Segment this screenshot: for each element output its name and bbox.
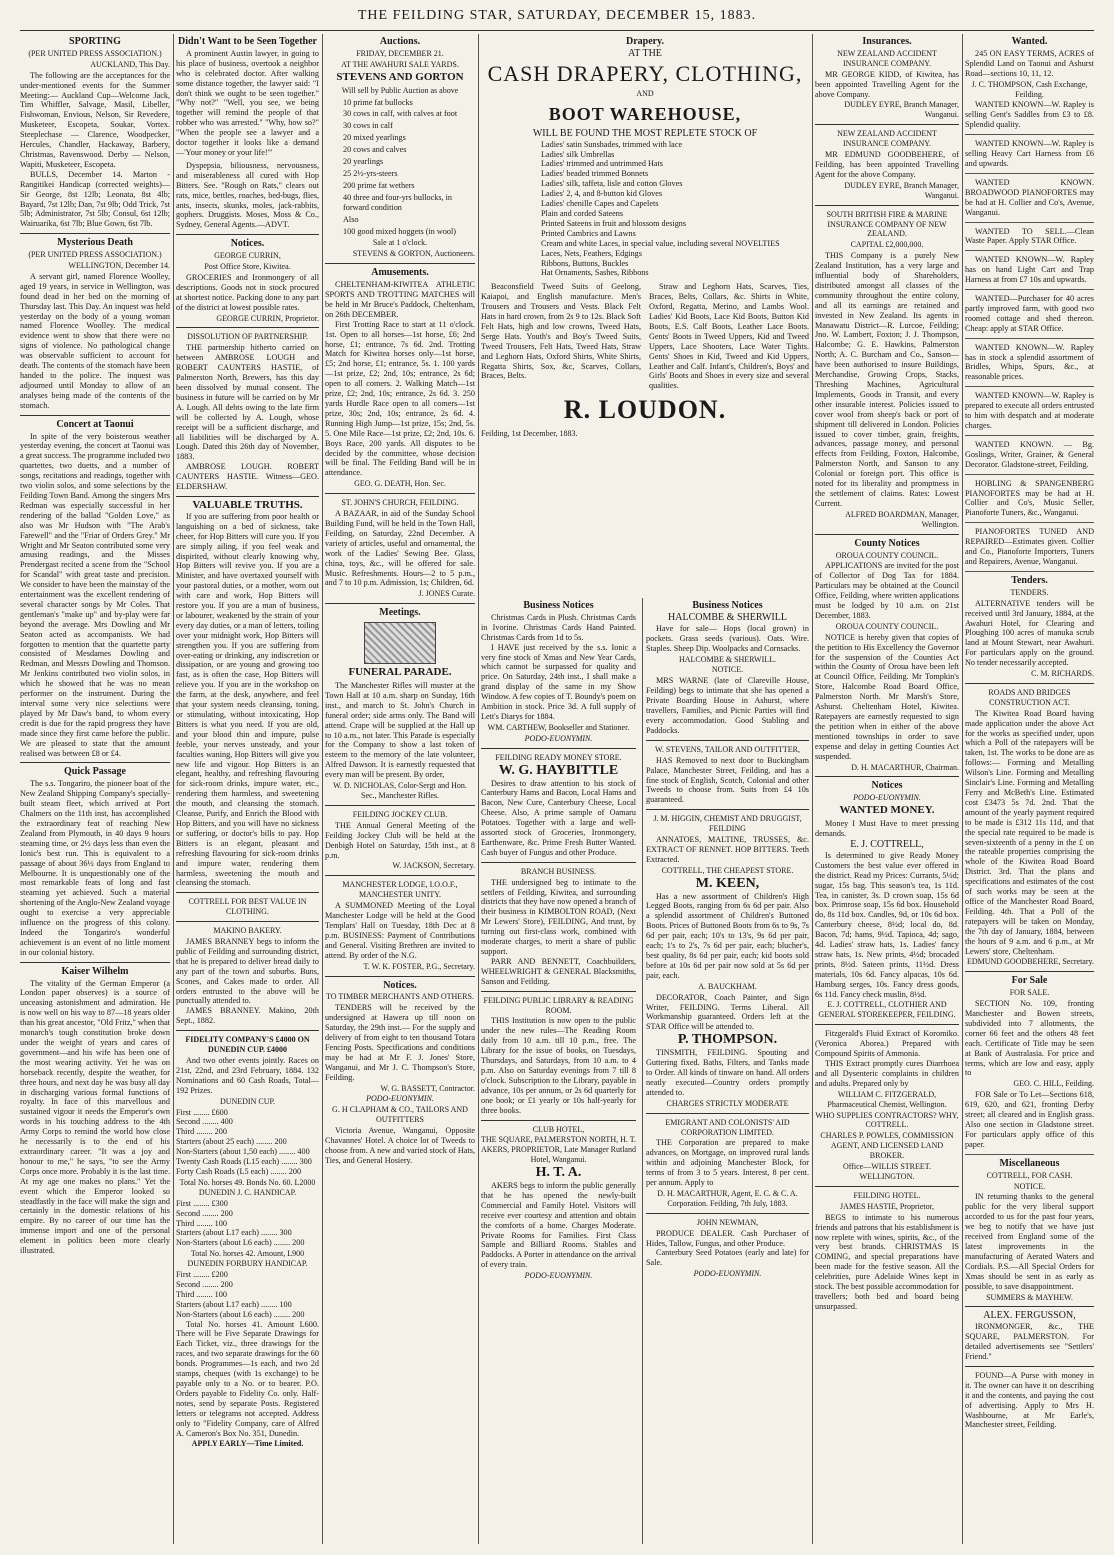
column-news [20,34,170,1544]
advertisement-text: And two other events jointly. Races on 21st, 22nd, and 23rd February, 1884. 132 Nominations and 60 Cash Roads, Total—192 Prizes. [176,1056,319,1095]
merchant-name: J. M. HIGGIN, CHEMIST AND DRUGGIST, FEILDING [653,814,802,834]
classified-ad: WANTED KNOWN—W. Rapley is prepared to execute all orders entrusted to him with despatch and at moderate charges. [965,391,1094,436]
article-body: The vitality of the German Emperor (a London paper observes) is a source of unceasing astonishment and admiration. He is now well on his way to 87—18 years older than his great ancestor, "Old Fritz," when that monarch's tough constitution broke down under the weight of years and cares of government—and his wife has been one of the most wearing activity. Yet he was on horseback recently, despite the weather, for three hours, and next day he was busy all day in discharging various formal functions of royalty. In face of this marvellous and sustained vigour it needs the Emperor's own words in his touching address to the 4th Army Corps to remind the world how close he necessarily is to the end of his extraordinary career. "It was a joy and honour to me," he says, "to see the Army Corps once more. Probably it is the last time. At my age one makes no plans." Yet the event which the Emperor looked so steadfastly in the face will make the sign and certainly in the domestic relations of his empire. By no career of our time has the immense import and one of the personal element in politics been more clearly illustrated. [20,978,170,1256]
signature: GEORGE CURRIN, Proprietor. [216,313,319,323]
notice-body: First Trotting Race to start at 11 o'clock. 1st. Open to all horses—1st horse, £6; 2nd horse, £1; entrance, 7s 6d. 2nd. Trotting Match for Kiwitea horses only—1st horse, £5; 2nd horse, £1; entrance, 5s. 1. 100 yards—1st prize, £2; 2nd, 10s; entrance, 2s 6d; open to all comers. 2. Walking Match—1st prize, £2; 2nd, 10s; entrance, 2s 6d. 3. 250 yards Hurdle Race open to all comers—1st prize, 30s; 2nd, 10s; entrance, 2s 6d. 4. Running High Jump—1st prize, 15s; 2nd, 5s. 5. One Mile Race—1st prize, £2; 2nd, 10s. 6. Boys Race, 200 yards. All disputes to be decided by the committee, whose decision will be final. The Feilding Band will be in attendance. [325,319,475,478]
classified-ad: WANTED KNOWN—W. Rapley is selling Heavy Cart Harness from £6 and upwards. [965,139,1094,174]
auction-item: 100 good mixed hoggets (in wool) [343,226,457,236]
advertisement-heading: PODO-EUONYMIN. [366,1094,434,1104]
classified-ad: WANTED—Purchaser for 40 acres partly improved farm, with good two roomed cottage and shed thereon. Cheap: apply at STAR Office. [965,294,1094,339]
goods-item: Printed Sateens in fruit and blossom designs [541,218,687,228]
advertisement-heading: COTTRELL, FOR CASH. [986,1170,1073,1180]
advertisement-text: Christmas Cards in Plush. Christmas Cards in Ivorine. Christmas Cards Hand Painted. Christmas Cards from 1d to 5s. [481,612,636,642]
notice-heading: TO TIMBER MERCHANTS AND OTHERS. [326,992,474,1002]
dateline: WELLINGTON, December 14. [68,261,170,271]
advertisement-text: THIS Extract promptly cures Diarrhoea and all Dysenteric complaints in children and adults. Prepared only by [815,1059,959,1088]
section-heading: Notices. [383,979,417,991]
advertisement-heading: PODO-EUONYMIN. [524,1271,593,1281]
prize-row: Starters (about L17 each) ........ 300 [176,1228,292,1238]
prize-row: Starters (about 25 each) ........ 200 [176,1137,287,1147]
merchant-name: ALEX. FERGUSSON, [983,1310,1076,1322]
section-heading: Didn't Want to be Seen Together [178,36,317,47]
signature: EDMUND GOODBEHERE, Secretary. [966,957,1094,967]
table-foot: Total No. horses 49. Bonds No. 60. L2000 DUNEDIN J. C. HANDICAP. [179,1177,316,1197]
advertiser-name: GEORGE CURRIN, [214,251,281,261]
classified-ad: FOUND—A Purse with money in it. The owner can have it on describing it and the contents, and paying the cost of advertising. Apply to Mrs H. Washbourne, at Mr Earle's, Manchester street, Feilding. [965,1370,1094,1430]
notice-body: A SUMMONED Meeting of the Loyal Manchester Lodge will be held at the Good Templars' Hall on Tuesday, 18th Dec at 8 p.m. BUSINESS: Payment of Contributions and General. Visiting Brethren are invited to attend. By order of the N.G. [325,901,475,960]
signature: WILLIAM C. FITZGERALD, Pharmaceutical Chemist, Wellington. [827,1089,947,1109]
article-body: A prominent Austin lawyer, in going to his place of business, overtook a neighbor who is celebrated doctor. After walking some distance together, the lawyer said: "I don't think we ought to be seen together." "Why not?" "Well, you see, we being together will remind the people of that robber who was arrested." "Why, how so?" "When the people see a lawyer and a doctor together it looks like a demand—'Your money or your life!'" [176,48,319,157]
goods-list [541,140,809,279]
goods-item: Printed Cambrics and Lawns [541,228,636,238]
auction-item: 10 prime fat bullocks [343,97,413,107]
crest-image [364,622,436,664]
signature: STEVENS & GORTON, Auctioneers. [352,249,475,259]
column-business-2 [646,598,809,1544]
merchant-name: R. LOUDON. [563,395,727,425]
auction-item: Also [343,214,359,224]
notice-heading: OROUA COUNTY COUNCIL. [835,550,939,560]
advertisement-heading: PODO-EUONYMIN. [693,1269,762,1279]
advertiser-address: Post Office Store, Kiwitea. [204,262,291,272]
signature: JAMES BRANNEY. Makino, 20th Sept., 1882. [176,1006,319,1026]
classified-ad: WANTED KNOWN—W. Rapley has on hand Light Cart and Trap Harness at from £7 10s and upwards. [965,255,1094,290]
advertisement-text: Have for sale— Hops (local grown) in pockets. Grass seeds (various). Oats. Wire. Staples. Sheep Dip. Woolpacks and Cornsacks. [646,623,809,653]
signature: GEO. C. HILL, Feilding. [1013,1079,1094,1089]
classified-ad: FOR Sale or To Let—Sections 618, 619, 620, and 621, fronting Derby street; all cleared and in English grass. Also one section in Gladstone street. For particulars apply office of this paper. [965,1090,1094,1154]
signature: D. H. MACARTHUR, Chairman. [851,762,959,772]
signature: GEO. G. DEATH, Hon. Sec. [354,479,446,489]
notice-heading: FEILDING JOCKEY CLUB. [352,809,448,819]
signature: ALFRED BOARDMAN, Manager, Wellington. [845,509,959,529]
press-credit: (PER UNITED PRESS ASSOCIATION.) [28,48,162,58]
signature: WM. CARTHEW, Bookseller and Stationer. [487,722,630,732]
notice-heading: FOR SALE. [1009,988,1050,998]
article-body: The following are the acceptances for the under-mentioned events for the Summer Meeting:— Auckland Cup—Welcome Jack, Tim Whiffler, Salvage, Masil, Libeller, Fishwoman, Envious, Nelson, Sir Revedere, Musketeer, Escopeta, Soukar, Vortex. Steeplechase — Clarence, Woodpecker, Hercules, Chandler, Hackaway, Barbery, Christmas, Ravenswood. Derby — Nelson, Wapiti, Musketeer, Escopeta. [20,70,170,169]
dateline: AUCKLAND, This Day. [90,59,170,69]
notice-heading: EMIGRANT AND COLONISTS' AID CORPORATION LIMITED. [665,1117,790,1137]
notice-body: IN returning thanks to the general public for the very liberal support accorded to us for the past four years, we beg to notify that we have just received from England some of the latest improvements in the manufacturing of Aerated Waters and Cordials. P.S.—All Special Orders for Xmas should be sent in as early as possible, to save disappointment. [965,1192,1094,1291]
advertisement-text: Has a new assortment of Children's High Legged Boots, ranging from 6s 6d per pair. Also a splendid assortment of Children's Buttoned Boots. Prices of Buttoned Boots from 6s to 9s, 7s 6d per pair, each; 10's to 13's, 9s 6d per pair, each; 1's to 2's, 7s 6d per pair, each; blucher's, best quality, 8s 6d per pair, each; kid boots sold before at 10s 6d per pair now sold at 5s 6d per pair, each. [646,891,809,980]
merchant-name: W. G. HAYBITTLE [498,762,619,778]
advertisement-text: I HAVE just received by the s.s. Ionic a very fine stock of Xmas and New Year Cards, which cannot be surpassed for quality and price. On Saturday, 24th inst., I shall make a grand display of the same in my Show Window. A few copies of T. Boundy's poem on Ambition in stock. Price 3d. A full supply of Lett's Diarys for 1884. [481,642,636,721]
signature: T. W. K. FOSTER, P.G., Secretary. [363,961,475,971]
merchant-name: W. STEVENS, TAILOR AND OUTFITTER, [655,744,800,754]
section-heading: Quick Passage [64,766,126,778]
auction-item: 20 cows and calves [343,145,407,155]
advertisement-heading: PODO-EUONYMIN. [524,733,593,743]
advertisement-text: DECORATOR, Coach Painter, and Sign Writer, FEILDING. Terms Liberal. All Workmanship guaranteed. Orders left at the STAR Office will be attended to. [646,992,809,1032]
notice-heading: CHELTENHAM-KIWITEA ATHLETIC SPORTS AND TROTTING MATCHES will be held in Mr Bruce's Paddock, Cheltenham, on 26th DECEMBER. [325,280,475,319]
notice-body: MR GEORGE KIDD, of Kiwitea, has been appointed Travelling Agent for the above Company. [815,69,959,99]
advertisement-heading: COTTRELL, THE CHEAPEST STORE. [661,865,794,875]
goods-item: Ladies' beaded trimmed Bonnets [541,169,649,179]
prize-row: Second ........ 200 [176,1279,233,1289]
merchant-initials: H. T. A. [535,1165,582,1181]
signature: DUDLEY EYRE, Branch Manager, Wanganui. [844,100,959,120]
merchant-name: CHARLES P. POWLES, COMMISSION AGENT, AND LICENSED LAND BROKER. [820,1131,954,1161]
classified-ad: 245 ON EASY TERMS, ACRES of Splendid Land on Taonui and Ashurst Road—sections 10, 11, 12. [965,48,1094,78]
section-heading: SPORTING [69,36,121,47]
notice-body: THIS Institution is now open to the public under the new rules—The Reading Room daily from 10 a.m. till 10 p.m., free. The Library for the issue of books, on Tuesdays, Thursdays, and Saturdays, from 10 a.m. to 4 p.m. Also on Saturday evenings from 7 till 8 o'clock. Subscription to the Library, payable in advance, 10s per annum, or 2s 6d quarterly for one book; or £1 yearly or 10s half-yearly for three books. [481,1016,636,1115]
article-body: BULLS, December 14. Marton - Rangitikei Handicap (corrected weights)—Sir George, 8st 12lb; Leonata, 8st 4lb; Bayard, 7st 12lb; Dan, 7st 9lb; Odd Trick, 7st 5lb; Administrator, 7st 5lb; Consul, 6st 12lb; Wairuarika, 6st 7lb; Blue Gown, 6st 7lb. [20,169,170,229]
section-heading: Drapery. [625,36,665,47]
advertisement-text: Total No. horses 41. Amount L600. There will be Five Separate Drawings for Each Ticket, viz., three drawings for the races, and two separate drawings for the 60 bonds. Programmes—1s each, and two 2d stamps, cheques (with 1s exchange) to be payable only to a No. or to bearer. P.O. Orders payable to Fidelity Co. only. Half-notes, send by separate Posts. Registered letters or telegrams not accepted. Address only to "Fidelity Company, care of Alfred A. Cameron's Box No. 351, Dunedin. [176,1319,319,1438]
prize-row: Third ........ 200 [176,1127,227,1137]
auction-intro: Will sell by Public Auction as above [341,85,459,95]
advertisement-text: JAMES BRANNEY begs to inform the public of Feilding and surrounding district, that he is prepared to deliver bread daily to any part of the town and suburbs. Buns, Scones, and Cakes made to order. All orders entrusted to the above will be punctually attended to. [176,937,319,1006]
section-heading: County Notices [854,537,920,549]
advertisement-heading: BRANCH BUSINESS. [520,866,597,876]
classified-ad: SECTION No. 109, fronting Manchester and Bowen streets, subdivided into 7 allotments, the corner 66 feet and the others 48 feet each. Certificate of Title may be seen at Bank of Australasia. For price and terms, which are low and easy, apply to [965,999,1094,1078]
auction-item: 200 prime fat wethers [343,180,415,190]
column-rule [173,34,174,1544]
auction-date: FRIDAY, DECEMBER 21. [356,48,444,58]
signature: J. C. THOMPSON, Cash Exchange, Feilding. [971,79,1088,99]
section-heading: Miscellaneous [999,1157,1060,1169]
auction-item: 30 cows in calf, with calves at foot [343,109,458,119]
prize-row: Second ........ 400 [176,1117,233,1127]
merchant-name: JAMES HASTIE, Proprietor, [840,1201,934,1211]
notice-body: APPLICATIONS are invited for the post of Collector of Dog Tax for 1884. Particulars may be obtained at the Council Office, Feilding, where written applications must be lodged by 10 a.m. on 21st December, 1883. [815,561,959,620]
notice-body: MRS WARNE (late of Clareville House, Feilding) begs to intimate that she has opened a Private Boarding House in Ashurst, where travellers, Families, and Picnic Parties will find every accommodation. Good Stabling and Paddocks. [646,676,809,735]
section-heading: Kaiser Wilhelm [61,965,129,977]
advertisement-heading: G. H CLAPHAM & CO., TAILORS AND OUTFITTERS [332,1105,468,1125]
advertisement-text: Money I Must Have to meet pressing demands. [815,819,959,839]
advertisement-text: PRODUCE DEALER. Cash Purchaser of Hides, Tallow, Fungus, and other Produce. [646,1228,809,1248]
ad-line: AND [636,88,654,98]
drapery-title: BOOT WAREHOUSE, [548,103,742,124]
auction-item: 25 2½-yrs-steers [343,168,398,178]
notice-body: ALTERNATIVE tenders will be received until 3rd January, 1884, at the Awahuri Hotel, for Clearing and Ploughing 100 acres of manuka scrub land at Mount Stewart, near Awahuri. For particulars apply on the ground. No tender necessarily accepted. [965,598,1094,668]
goods-item: Ladies' silk, taffeta, lisle and cotton Gloves [541,179,683,189]
section-heading: Business Notices [523,600,594,611]
section-heading: Wanted. [1011,36,1048,47]
advertisement-text: If you are suffering from poor health or languishing on a bed of sickness, take cheer, for Hop Bitters will cure you. If you are simply ailing, if you feel weak and dispirited, without clearly knowing why, Hop Bitters will revive you. If you are a Minister, and have overtaxed yourself with your pastoral duties, or a mother, worn out with care and work, Hop Bitters will restore you. If you are a man of business, or labourer, weakened by the strain of your every day duties, or a man of letters, toiling over your midnight work, Hop Bitters will strengthen you. If you are suffering from over-eating or drinking, any indiscretion or dissipation, or are young and growing too fast, as is often the case, Hop Bitters will relieve you. If you are in the workshop on the farm, at the desk, anywhere, and feel that your system needs cleansing, toning, or stimulating, without intoxicating, Hop Bitters is what you need. If you are old, and your blood thin and impure, pulse feeble, your nerves unsteady, and your faculties waning, Hop Bitters will give you new life and vigour. Hop Bitters is an elegant, healthy, and refreshing flavouring for sick-room drinks, impure water, etc., rendering them harmless, and sweetening the mouth, and cleansing the stomach. Cleanse, Purify, and Enrich the Blood with Hop Bitters, and you will have no sickness or suffering, or doctor's bills to pay. Hop Bitters is an elegant, pleasant and refreshing flavouring for sick-room drinks and impure water, rendering them harmless, sweetening the mouth and cleansing the stomach. [176,511,319,888]
notice-heading: NEW ZEALAND ACCIDENT INSURANCE COMPANY. [837,48,937,68]
signature: W. G. BASSETT, Contractor. [380,1083,475,1093]
signature: AMBROSE LOUGH. ROBERT CAUNTERS HASTIE. Witness—GEO. ELDERSHAW. [176,462,319,492]
auction-place: AT THE AWAHURI SALE YARDS. [341,59,459,69]
merchant-name: JOHN NEWMAN, [696,1217,759,1227]
classified-ad: PIANOFORTES TUNED AND REPAIRED—Estimates given. Collier and Co., Pianoforte Importers, Tuners and Repairers, Avenue, Wanganui. [965,527,1094,572]
notice-heading: FUNERAL PARADE. [348,666,452,679]
notice-heading: NEW ZEALAND ACCIDENT INSURANCE COMPANY. [837,129,937,149]
section-heading: Meetings. [379,607,421,619]
classified-ad: WANTED KNOWN—W. Rapley is selling Gent's Saddles from £3 to £8. Splendid quality. [965,100,1094,135]
prize-row: Non-Starters (about L6 each) ........ 200 [176,1309,305,1319]
auction-sale-time: Sale at 1 o'clock. [372,238,428,248]
masthead: THE FEILDING STAR, SATURDAY, DECEMBER 15, 1883. [20,8,1094,31]
prize-row: Second ........ 200 [176,1208,233,1218]
advertisement-heading: FIDELITY COMPANY'S £4000 ON DUNEDIN CUP. £4000 [185,1035,310,1055]
advertisement-heading: FEILDING HOTEL. [853,1190,921,1200]
notice-heading: ROADS AND BRIDGES CONSTRUCTION ACT. [988,687,1071,707]
signature: W. D. NICHOLAS, Color-Sergt and Hon. Sec., Manchester Rifles. [333,781,467,800]
section-heading: Concert at Taonui [56,418,134,430]
advertisement-heading: VALUABLE TRUTHS. [192,498,303,511]
section-heading: Notices. [230,238,265,250]
merchant-name: HALCOMBE & SHERWILL [668,611,787,623]
table-heading: DUNEDIN CUP. [219,1096,276,1106]
advertisement-heading: CHARGES STRICTLY MODERATE [666,1098,789,1108]
prize-row: Forty Cash Roads (L5 each) ........ 200 [176,1166,302,1176]
prize-row: Third ........ 100 [176,1289,227,1299]
column-insurances [815,34,959,1544]
notice-heading: NOTICE. [1013,1181,1046,1191]
signature: D. H. MACARTHUR, Agent, E. C. & C. A. Corporation. Feilding, 7th July, 1883. [657,1188,798,1208]
section-heading: Tenders. [1011,574,1048,586]
merchant-name: M. KEEN, [695,875,760,891]
section-heading: Auctions. [379,36,421,47]
classified-ad: WANTED KNOWN. BROADWOOD PIANOFORTES may be had at H. Collier and Co's, Avenue, Wanganui. [965,178,1094,223]
article-body: In spite of the very boisterous weather yesterday evening, the concert at Taonui was a great success. The programme included two quartettes, two duetts, and a number of songs, recitations and readings, together with two violin solos, and some selections by the Feilding Town Band. Among the singers Mrs Redman was especially successful in her rendering of the ballad "Golden Love," as also was Mr Hudson with "The Arab's Farewell" and the "Friar of Orders Grey." Mr Wright and Mr Seaton contributed some very amusing readings, and the Misses Prendergast recited a scene from the "School for Scandal" with great taste and precision. We consider to have been the mainstay of the entertainment was the excellent rendering of several character songs by Mr Coles. That gentleman's "make up" and by-play were far beyond the average. Mrs Dowling and Mr Seaton acted as accompanists. We had forgotten to mention that the quartette party consisted of Mesdames Dowling and Redman, and Messrs Dowling and Thomson. Mr Jenkins contributed two violin solos, in which he showed that he was no mean performer on the instrument. During the interval some very nice selections were played by Mr Daw's band, to whom every credit is due for the rapid progress they have made since they first came before the public. We are pleased to state that the amount realised was between £8 or £4. [20,431,170,758]
notice-body: THIS Company is a purely New Zealand Institution, has a very large and influential body of Shareholders, distributed amongst all classes of the community throughout the entire colony, and all its earnings are retained and invested in New Zealand. Its agents in Manawatu District—R. Lurcoe, Feilding; Jno. W. Lambert, Foxton; J. J. Thompson, Halcombe; G. E. Hawkins, Palmerston North; A. C. Burcham and Co., Sanson—have been authorised to insure Buildings, Merchandise, Growing Crops, Stacks, Threshing Machines, Agricultural Implements, Goods in Transit, and every other insurable interest. Policies issued to cover wool from sheep's back or port of shipment till delivered in London. Policies issued to cover timber, grain, freights, advances, passage money, and personal effects from Feilding, Foxton, Halcombe, Palmerston North, and Sanson to any Colonial or foreign port. This office is noted for its liberality and promptness in the settlement of claims. Rates: Lowest Current. [815,251,959,508]
prize-row: Non-Starters (about L6 each) ........ 200 [176,1238,305,1248]
advertisement-heading: COTTRELL FOR BEST VALUE IN CLOTHING. [188,897,307,917]
goods-item: Laces, Nets, Feathers, Edgings [541,248,642,258]
ad-date: Feilding, 1st December, 1883. [481,429,578,439]
advertisement-text: Victoria Avenue, Wanganui, Opposite Chavannes' Hotel. A choice lot of Tweeds to choose from. A new and varied stock of Hats, Ties, and General Hosiery. [325,1126,475,1165]
goods-item: Plain and corded Sateens [541,208,624,218]
notice-body: THE Corporation are prepared to make advances, on Mortgage, on improved rural lands within and adjoining Manchester Block, for terms of from 3 to 5 years. Interest, 8 per cent. per annum. Apply to [646,1138,809,1188]
drapery-advertisement [481,34,809,594]
classified-ad: HOBLING & SPANGENBERG PIANOFORTES may be had at H. Collier and Co's, Music Seller, Pianoforte Tuners, &c., Wanganui. [965,479,1094,524]
advertisement-text: HAS Removed to next door to Buckingham Palace, Manchester Street, Feilding, and has a fine stock of English, Scotch, Colonial and other Tweeds to choose from. Suits from £4 10s guaranteed. [646,755,809,805]
section-heading: Mysterious Death [57,237,133,249]
advertisement-heading: APPLY EARLY—Time Limited. [191,1439,304,1449]
column-business [481,598,636,1544]
goods-item: Ladies' trimmed and untrimmed Hats [541,159,663,169]
advertisement-heading: FEILDING READY MONEY STORE. [495,752,622,762]
goods-item: Ribbons, Buttons, Buckles [541,258,629,268]
advertisement-heading: MAKINO BAKERY. [213,926,282,936]
goods-item: Hat Ornaments, Sashes, Ribbons [541,268,649,278]
advertisement-text: THE undersigned beg to intimate to the settlers of Feilding, Kiwitea, and surrounding districts that they have now opened a branch of their business in KIMBOLTON ROAD, (Next Mr Lewers' Store), FEILDING, And trust, by turning out first-class work, combined with moderate charges, to merit a share of public support. [481,877,636,956]
notice-heading: DISSOLUTION OF PARTNERSHIP. [187,332,308,342]
section-heading: Amusements. [371,267,429,279]
goods-item: Ladies' chenille Capes and Capelets [541,199,659,209]
goods-item: Ladies' satin Sunshades, trimmed with lace [541,139,683,149]
advertisement-text: Dyspepsia, biliousness, nervousness, and miserableness all cured with Hop Bitters. See. "Rough on Rats," clears out rats, mice, bettles, roaches, bed-bugs, flies, ants, insects, skunks, moles, jack-rabbits, gophers. Druggists. Moses, Moss & Co., Sydney, General Agents.—ADVT. [176,160,319,230]
merchant-name: A. BAUCKHAM. [698,981,757,991]
notice-heading: NOTICE. [711,665,744,675]
signature: SUMMERS & MAYHEW. [986,1292,1073,1302]
column-rule [478,34,479,1544]
column-auctions [325,34,475,1544]
drapery-title: CASH DRAPERY, CLOTHING, [487,60,803,86]
notice-body: THE partnership hitherto carried on between AMBROSE LOUGH and ROBERT CAUNTERS HASTIE, of Palmerston North, Brewers, has this day been dissolved by mutual consent. The business in future will be carried on by Mr A. Lough. All debts owing to the late firm will be collected by A. Lough, whose receipt will be a sufficient discharge, and all liabilities will be discharged by A. Lough. Dated this 26th day of November, 1883. [176,343,319,462]
signature: J. JONES Curate. [418,589,475,599]
section-heading: Insurances. [862,36,912,47]
advertisement-text: BEGS to intimate to his numerous friends and patrons that his establishment is now replete with wines, spirits, &c., of the very best brands. CHRISTMAS IS COMING, and special preparations have been made for the festive season. All the celebrities, pure Adelaide Wines kept in stock. The best possible accommodation for travellers; both bed and board being unsurpassed. [815,1212,959,1311]
section-heading: Business Notices [692,600,763,611]
notice-body: TENDERS will be received by the undersigned at Hawera up till noon on Saturday, the 29th inst.— For the supply and delivery of from eight to ten thousand Totara Fencing Posts. Specifications and conditions may be had at Mr F. J. Jones' Store, Wanganui, and Mr J. C. Thompson's Store, Feilding. [325,1003,475,1082]
advertisement-text: ANNATOES, MALTINE, TRUSSES, &c. EXTRACT OF RENNET. HOP BITTERS. Teeth Extracted. [646,835,809,864]
prize-row: Twenty Cash Roads (L15 each) ........ 300 [176,1157,312,1167]
capital: CAPITAL £2,000,000. [850,240,924,250]
column-rule [812,34,813,1544]
signature: DUDLEY EYRE, Branch Manager, Wanganui. [844,180,959,200]
advertisement-text: IRONMONGER, &c., THE SQUARE, PALMERSTON. For detailed advertisements see "Settlers' Friend." [965,1322,1094,1362]
prize-row: Non-Starters (about 1,50 each) ........ 400 [176,1147,310,1157]
advertisement-text: AKERS begs to inform the public generally that he has opened the newly-built Commercial and Family Hotel. Visitors will receive ever courtesy and attention and obtain the comforts of a home. Charges Moderate. Private Rooms for Families. First Class Sample and Billiard Rooms. Stables and Paddocks. A Porter in attendance on the arrival of every train. [481,1181,636,1270]
notice-heading: ST. JOHN'S CHURCH, FEILDING. [341,498,459,508]
signature: C. M. RICHARDS. [1031,669,1094,679]
advertisement-text: Is determined to give Ready Money Customers the best value ever offered in the district. Read my Prices: Currants, 5½d; sugar, 15s bag. This season's tea, 1s 11d. Tea, in canister, 3s. D crown soap, 15s 6d box. Primrose soap, 15s 6d box. Household do, 8s 11d box. Candles, 9d, or 10s 6d box. Canterbury cheese, 8½d; local do, 8d. Bacon, 7d; hams, 9½d. Tapioca, 4d; sago, 4d. Ladies' straw hats, 1s. Ladies' fancy straw hats, 1s. New prints, 4½d; brocaded prints, 8½d. Sateen prints, 11½d. Dress materials, 10s 6d. Fancy alpacas, 10s 6d. Hamburg serges, 10s. Fancy dress goods, 6s 11d. Fancy check muslin, 8½d. [815,850,959,999]
goods-item: Cream and white Laces, in special value, including several NOVELTIES [541,238,780,248]
ad-line: AT THE [628,47,662,59]
advertisement-heading: WHO SUPPLIES CONTRACTORS? WHY, COTTRELL. [815,1110,959,1130]
signature: PARR AND BENNETT, Coachbuilders, WHEELWRIGHT & GENERAL Blacksmiths, Sanson and Feilding. [481,956,636,986]
article-body: A servant girl, named Florence Woolley, aged 19 years, in service in Wellington, was found dead in her bed on the morning of Thursday last. This Day. An inquest was held yesterday on the body of a young woman named Florence Woolley. The medical evidence went to show that there were no signs of violence. No pathological change was observable sufficient to account for death. The contents of the stomach have been handed to the police. The inquest was adjourned until Monday to allow of an analyses being made of the contents of the stomach. [20,271,170,410]
auction-firm: STEVENS AND GORTON [336,70,464,83]
prize-row: First ........ £600 [176,1107,228,1117]
advertiser-address: Office—WILLIS STREET. WELLINGTON. [842,1162,932,1181]
press-credit: (PER UNITED PRESS ASSOCIATION.) [28,250,162,260]
section-heading: Notices [871,780,903,792]
notice-body: The Manchester Rifles will muster at the Town Hall at 10 a.m. sharp on Sunday, 16th inst., and march to St. John's Church in funeral order; side arms only. The Band will attend. Crape will be supplied at the Hall up to 10 a.m., not later. This Parade is especially for the Company to show a last token of esteem to the memory of the late volunteer, Alfred Dawson. It is earnestly requested that every man will be present. By order, [325,681,475,780]
notice-heading: SOUTH BRITISH FIRE & MARINE INSURANCE COMPANY OF NEW ZEALAND. [826,209,948,239]
prize-row: First ........ £300 [176,1198,228,1208]
advertisement-heading: Fitzgerald's Fluid Extract of Koromiko. (Veronica Aborea.) Prepared with Compound Spirits of Ammonia. [815,1029,959,1059]
column-rule [322,34,323,1544]
signature: HALCOMBE & SHERWILL. [678,654,777,664]
notice-body: MR EDMUND GOODBEHERE, of Feilding, has been appointed Travelling Agent for the above Company. [815,150,959,179]
notice-body: THE Annual General Meeting of the Feilding Jockey Club will be held at the Denbigh Hotel on Saturday, 15th inst., at 8 p.m. [325,820,475,860]
classified-ad: WANTED KNOWN—W. Rapley has in stock a splendid assortment of Bridles, Whips, Spurs, &c., at reasonable prices. [965,343,1094,388]
signature: W. JACKSON, Secretary. [392,861,475,871]
classified-ad: WANTED KNOWN. — Bg. Goslings, Writer, Grainer, & General Decorator. Gladstone-street, Feilding. [965,440,1094,475]
notice-heading: FEILDING PUBLIC LIBRARY & READING ROOM. [483,995,634,1015]
goods-item: Ladies' silk Umbrellas [541,149,615,159]
advertisement-heading: WANTED MONEY. [839,804,935,817]
advertisement-heading: PODO-EUONYMIN. [853,793,921,803]
column-rule [642,598,643,1544]
goods-text: Straw and Leghorn Hats, Scarves, Ties, Braces, Belts, Collars, &c. Shirts in White, Oxford, Regatta, Merino, and Lambs Wool. Ladies' Kid Boots, Lace Kid Boots, Button Kid Boots, E.S. Calf Boots, Leather Lace Boots. Gents' Boots in Tweed Uppers, Kid and Tweed Uppers, Lace Shooters, Lace Water Tights. Gents' Shoes in Kid, Tweed and Kid Uppers, Leather and Calf. Infant's, Children's, Boys' and Girls' Boots and Shoes in every size and several qualities. [649,282,809,391]
article-body: The s.s. Tongariro, the pioneer boat of the New Zealand Shipping Company's specially-built steam fleet, which arrived at Port Chalmers on the 11th inst, has accomplished the extraordinary feat of reaching New Zealand from Plymouth, in 40 days 9 hours steaming time, or 2½ days less than even the Ionic's best run. This is equivalent to a passage of about 36½ days from England to Melbourne. It is unquestionably one of the most remarkable feats of long and fast steaming yet achieved. Such a material shortening of the Anglo-New Zealand voyage ought to exercise a very appreciable influence on the progress of this colony. Indeed the Tongariro's wonderful achievement is an event of no little moment in our colonial history. [20,779,170,957]
column-advertisements [176,34,319,1544]
ad-line: WILL BE FOUND THE MOST REPLETE STOCK OF [532,127,758,139]
auction-item: 20 yearlings [343,157,384,167]
advertisement-text: TINSMITH, FEILDING. Spouting and Guttering fixed. Baths, Filters, and Tanks made to Order. All kinds of tinware on hand. All orders neatly executed—Country orders promptly attended to. [646,1048,809,1097]
prize-row: First ........ £200 [176,1270,228,1280]
table-foot: Total No. horses 42. Amount, L900 DUNEDIN FORBURY HANDICAP. [187,1249,308,1269]
signature: E. J. COTTRELL, CLOTHIER AND GENERAL STOREKEEPER, FEILDING. [818,1000,956,1020]
advertisement-text: Canterbury Seed Potatoes (early and late) for Sale. [646,1248,809,1268]
notice-body: The Kiwitea Road Board having made application under the above Act for the works as specified under, upon which a Poll of the ratepayers will be taken, 1st. The works to be done are as follows:— Forming and Metalling Wilson's Line. Forming and Metalling Sinclair's Line. Forming and Metalling Ferry and McBeth's Line. Estimated cost £3473 5s 7d. 2nd. That the amount of the yearly payment required to be made is £312 11s 11d, and that the special rate required to be made is seven-sixteenth of a penny in the £ on the rateable properties comprising the whole of the Kiwitea Road Board District. 3rd. That the plans and specifications and estimates of the cost of such works may be seen at the office of the Manchester Road Board, Feilding. 4th. That a Poll of the ratepayers will be taken on Monday, the 7th day of January, 1884, between the hours of 9 a.m. and 6 p.m., at Mr Lewers' store, Cheltenham. [965,708,1094,956]
auction-item: 40 three and four-yrs bullocks, in forward condition [343,192,452,212]
notice-heading: TENDERS. [1010,587,1049,597]
advertisement-subheading: THE SQUARE, PALMERSTON NORTH, H. T. AKERS, PROPRIETOR, Late Manager Rutland Hotel, Wanganui. [481,1135,636,1165]
merchant-name: P. THOMPSON. [677,1032,778,1048]
goods-item: Ladies' 2, 4, and 8-button kid Gloves [541,189,663,199]
advertisement-text: GROCERIES and Ironmongery of all descriptions. Goods not in stock procured at shortest notice. Packing done to any part of the district at lowest possible rates. [176,272,319,312]
advertisement-heading: CLUB HOTEL, [532,1124,585,1134]
auction-item: 20 mixed yearlings [343,133,406,143]
merchant-name: E. J. COTTRELL, [850,838,924,850]
section-heading: For Sale [1011,975,1048,987]
notice-heading: MANCHESTER LODGE, I.O.O.F., MANCHESTER UNITY. [342,880,458,900]
advertisement-text: Desires to draw attention to his stock of Canterbury Hams and Bacon, Local Hams and Bacon, New Cure, Canterbury Cheese, Local Cheese. Also, A prime sample of Oamaru Potatoes. Together with a large and well-assorted stock of Groceries, Ironmongery, Earthenware, &c. Prime Fresh Butter Wanted. Cash buyer of Fungus and other Produce. [481,778,636,857]
notice-heading: OROUA COUNTY COUNCIL. [835,621,939,631]
column-rule [962,34,963,1544]
auction-item: 30 cows in calf [343,121,393,131]
notice-body: NOTICE is hereby given that copies of the petition to His Excellency the Governor for the suspension of the Counties Act within the County of Oroua have been left at Council Office, Feilding. Mr Tompkin's Store, Halcombe Road Board Office, Palmerston North. Mr Marsh's Store, Ashurst. Cheltenham Hotel, Kiwitea. Ratepayers are earnestly requested to sign the petition when in either of the above mentioned townships in order to save expense and delay in getting Counties Act suspended. [815,632,959,761]
notice-body: A BAZAAR, in aid of the Sunday School Building Fund, will be held in the Town Hall, Feilding, on Saturday, 22nd December. A variety of articles, useful and ornamental, the work of the Ladies' Sewing Bee. Glass, china, toys, &c., will be offered for sale. Music. Refreshments. Hours—2 to 5 p.m., and 7 to 10 p.m. Admission, 1s; Children, 6d. [325,509,475,588]
column-wanted [965,34,1094,1544]
goods-text: Beaconsfield Tweed Suits of Geelong, Kaiapoi, and English manufacture. Men's Trousers and Trousers and Vests. Black Felt Hats in hard crown, from 2s 9 to 12s. Black Soft Felt Hats, high and low crowns, Tweed Hats, Serge Hats. Youth's and Boy's Tweed Suits, Tweed Trousers, Felt Hats, Tweed Hats, Straw and Leghorn Hats, Oxford Shirts, White Shirts, Regatta Shirts, Sox, &c, Scarves, Collars, Braces, Belts. [481,282,641,381]
prize-row: Starters (about L17 each) ........ 100 [176,1299,292,1309]
prize-row: Third ........ 100 [176,1218,227,1228]
classified-ad: WANTED TO SELL.—Clean Waste Paper. Apply STAR Office. [965,227,1094,252]
